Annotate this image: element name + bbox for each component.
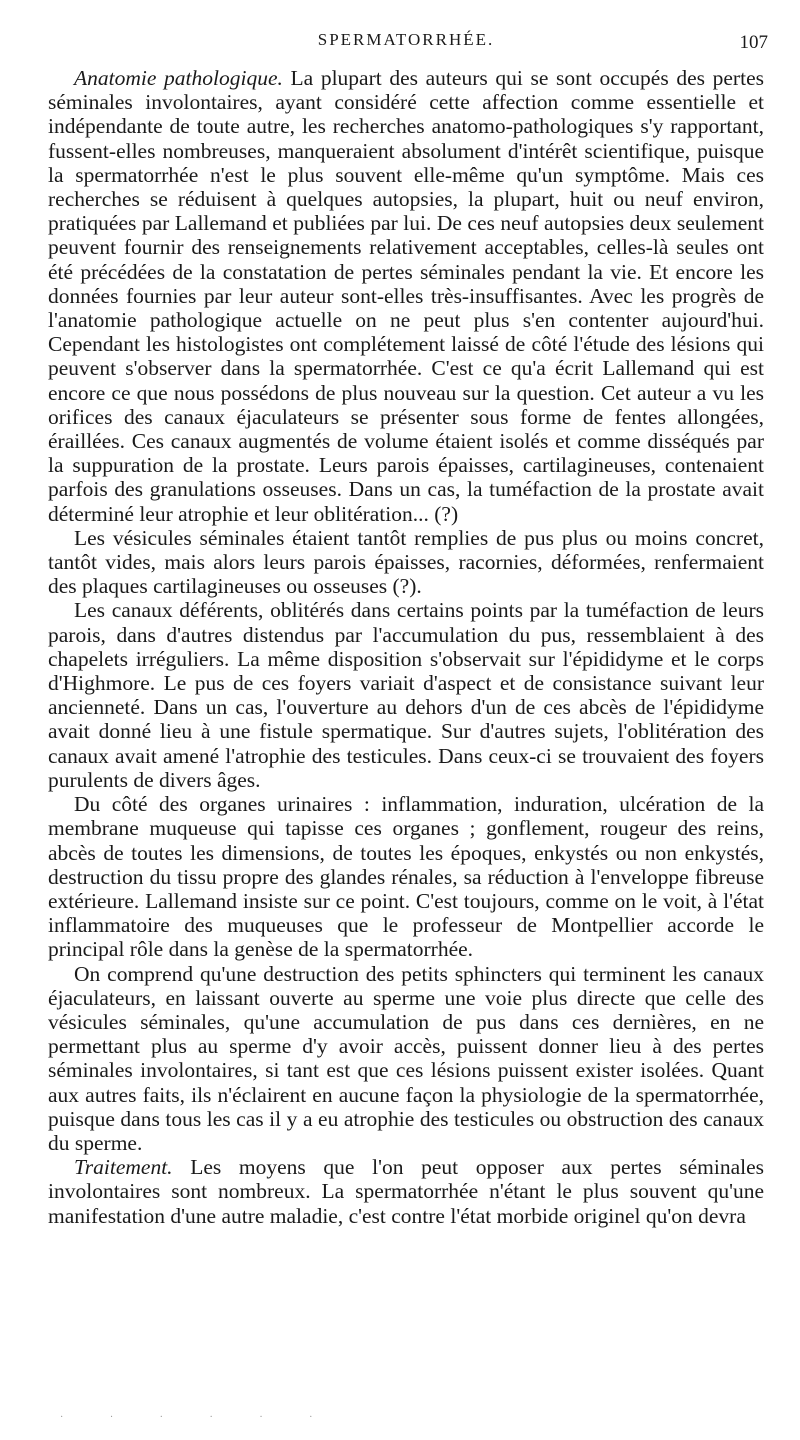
paragraph-canaux-deferents bbox=[48, 598, 764, 792]
section-lead-traitement: Traitement. bbox=[74, 1155, 173, 1180]
paragraph-text: Les moyens que l'on peut opposer aux pertes séminales involontaires sont nombreux. La spermatorrhée n'étant le plus souvent qu'une manifestation d'une autre maladie, c'est contre l'état morbide originel qu'on devra bbox=[48, 1155, 764, 1228]
paragraph-text: On comprend qu'une destruction des petits sphincters qui terminent les canaux éjaculateurs, en laissant ouverte au sperme une voie plus directe que celle des vésicules séminales, qu'une accumulation de pus dans ces dernières, en ne permettant plus au sperme d'y avoir accès, puissent donner lieu à des pertes séminales involontaires, si tant est que ces lésions puissent exister isolées. Quant aux autres faits, ils n'éclairent en aucune façon la physiologie de la spermatorrhée, puisque dans tous les cas il y a eu atrophie des testicules ou obstruction des canaux du sperme. bbox=[48, 961, 764, 1155]
running-head bbox=[48, 22, 768, 66]
section-lead-anatomie: Anatomie pathologique. bbox=[74, 66, 283, 90]
paragraph-text: Du côté des organes urinaires : inflammation, induration, ulcération de la membrane muqueuse qui tapisse ces organes ; gonflement, rougeur des reins, abcès de toutes les dimensions, de toutes les époques, enkystés ou non enkystés, destruction du tissu propre des glandes rénales, sa réduction à l'enveloppe fibreuse extérieure. Lallemand insiste sur ce point. C'est toujours, comme on le voit, à l'état inflammatoire des muqueuses que le professeur de Montpellier accorde le principal rôle dans la genèse de la spermatorrhée. bbox=[48, 792, 764, 962]
scan-specks-decoration: · · · · · · bbox=[60, 1412, 335, 1423]
paragraph-text: La plupart des auteurs qui se sont occupés des pertes séminales involontaires, ayant considéré cette affection comme essentielle et indépendante de toute autre, les recherches anatomo-pathologiques s'y rapportant, fussent-elles nombreuses, manqueraient absolument d'intérêt scientifique, puisque la spermatorrhée n'est le plus souvent elle-même qu'un symptôme. Mais ces recherches se réduisent à quelques autopsies, la plupart, huit ou neuf environ, pratiquées par Lallemand et publiées par lui. De ces neuf autopsies deux seulement peuvent fournir des renseignements relativement acceptables, celles-là seules ont été précédées de la constatation de pertes séminales pendant la vie. Et encore les données fournies par leur auteur sont-elles très-insuffisantes. Avec les progrès de l'anatomie pathologique actuelle on ne peut plus s'en contenter aujourd'hui. Cependant les histologistes ont complétement laissé de côté l'étude des lésions qui peuvent s'observer dans la spermatorrhée. C'est ce qu'a écrit Lallemand qui est encore ce que nous possédons de plus nouveau sur la question. Cet auteur a vu les orifices des canaux éjaculateurs se présenter sous forme de fentes allongées, éraillées. Ces canaux augmentés de volume étaient isolés et comme disséqués par la suppuration de la prostate. Leurs parois épaisses, cartilagineuses, contenaient parfois des granulations osseuses. Dans un cas, la tuméfaction de la prostate avait déterminé leur atrophie et leur oblitération... (?) bbox=[48, 66, 764, 526]
paragraph-text: Les vésicules séminales étaient tantôt remplies de pus plus ou moins concret, tantôt vides, mais alors leurs parois épaisses, racornies, déformées, renfermaient des plaques cartilagineuses ou osseuses (?). bbox=[48, 525, 764, 599]
book-page bbox=[48, 22, 768, 1228]
page-number: 107 bbox=[739, 32, 768, 53]
running-title: SPERMATORRHÉE. bbox=[317, 30, 495, 49]
paragraph-traitement bbox=[48, 1155, 764, 1228]
paragraph-text: Les canaux déférents, oblitérés dans certains points par la tuméfaction de leurs parois, dans d'autres distendus par l'accumulation du pus, ressemblaient à des chapelets irréguliers. La même disposition s'observait sur l'épididyme et le corps d'Highmore. Le pus de ces foyers variait d'aspect et de consistance suivant leur ancienneté. Dans un cas, l'ouverture au dehors d'un de ces abcès de l'épididyme avait donné lieu à une fistule spermatique. Sur d'autres sujets, l'oblitération des canaux avait amené l'atrophie des testicules. Dans ceux-ci se trouvaient des foyers purulents de divers âges. bbox=[48, 598, 764, 792]
paragraph-anatomie-pathologique bbox=[48, 66, 764, 526]
paragraph-organes-urinaires bbox=[48, 792, 764, 961]
paragraph-vesicules bbox=[48, 526, 764, 599]
paragraph-sphincters bbox=[48, 962, 764, 1156]
body-text bbox=[48, 66, 764, 1228]
